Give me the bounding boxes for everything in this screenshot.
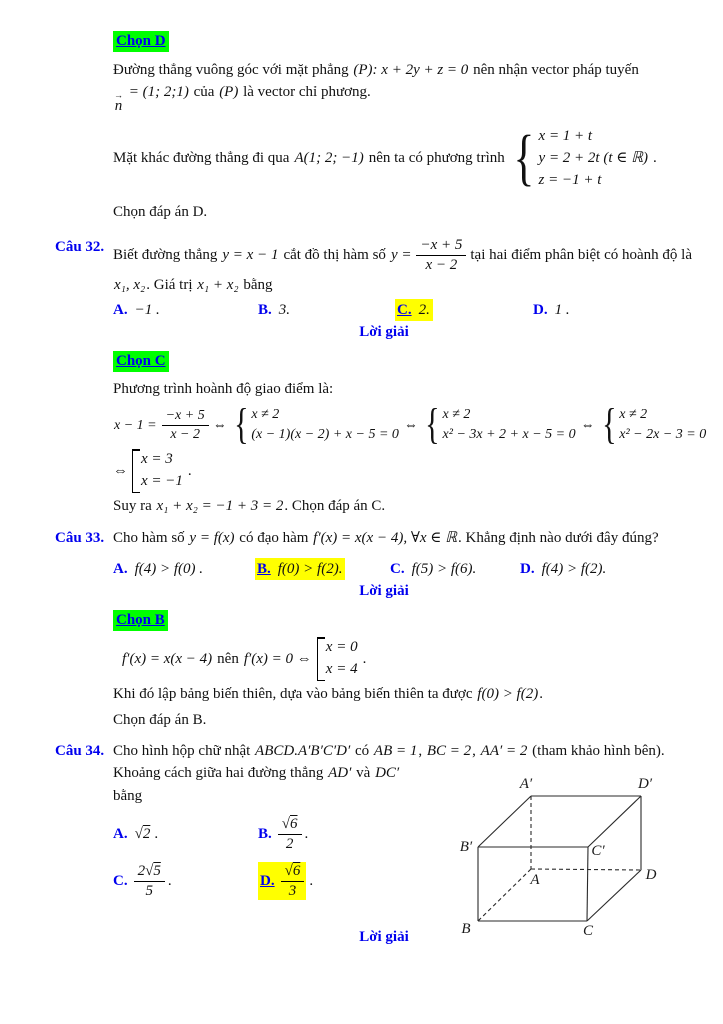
option-b: B. 3. bbox=[258, 301, 291, 318]
equation-system: { x = 1 + t y = 2 + 2t (t ∈ ℝ) z = −1 + t bbox=[513, 123, 648, 192]
text: tại hai điểm phân biệt có hoành độ là bbox=[470, 246, 692, 263]
options-row-2 bbox=[113, 862, 443, 901]
text: . Khẳng định nào dưới đây đúng? bbox=[458, 530, 659, 547]
math-inline: f(0) > f(2) bbox=[477, 685, 539, 702]
equation-system: { x ≠ 2 x² − 2x − 3 = 0 bbox=[601, 400, 707, 448]
math-inline: (P) bbox=[219, 84, 239, 100]
fraction: $\frac{√6}{3}$ bbox=[281, 862, 305, 901]
vertex-label: A′ bbox=[519, 775, 533, 792]
question-line-1 bbox=[113, 740, 715, 763]
loi-giai-heading: Lời giải bbox=[359, 324, 409, 341]
conclusion: Chọn đáp án B. bbox=[113, 712, 207, 729]
equation-system: { x ≠ 2 x² − 3x + 2 + x − 5 = 0 bbox=[424, 400, 576, 448]
fraction: $\frac{-x + 5}{x - 2}$ bbox=[416, 236, 466, 275]
paragraph bbox=[113, 683, 715, 706]
bracket-system: x = 0 x = 4 bbox=[317, 637, 359, 681]
fraction: $\frac{√6}{2}$ bbox=[278, 815, 302, 854]
text: . bbox=[309, 872, 314, 889]
equation-solution bbox=[113, 449, 715, 493]
chon-line bbox=[113, 350, 715, 373]
iff-arrow: ⇔ bbox=[403, 417, 418, 433]
vertex-label: D′ bbox=[637, 775, 653, 792]
text: . Giá trị bbox=[146, 277, 193, 294]
text: . bbox=[362, 650, 367, 667]
fraction: $\frac{2√5}{5}$ bbox=[134, 862, 165, 901]
vertex-label: A bbox=[530, 871, 540, 888]
question-number: Câu 33. bbox=[55, 530, 105, 547]
math-inline: AA′ = 2 bbox=[480, 742, 528, 759]
math-inline: x₁ + x₂ = −1 + 3 = 2 bbox=[156, 497, 284, 514]
iff-arrow: ⇔ bbox=[113, 462, 128, 479]
text: là vector chỉ phương. bbox=[243, 84, 371, 100]
math-inline: f′(x) = x(x − 4), ∀x ∈ ℝ bbox=[313, 530, 458, 547]
text: Khoảng cách giữa hai đường thẳng bbox=[113, 765, 324, 782]
math-inline: ABCD.A′B′C′D′ bbox=[255, 742, 351, 759]
chon-line bbox=[113, 609, 715, 632]
text: , bbox=[472, 742, 476, 759]
paragraph-system bbox=[113, 123, 707, 192]
text: Biết đường thẳng bbox=[113, 246, 218, 263]
loi-giai-heading: Lời giải bbox=[359, 929, 409, 946]
iff-arrow: ⇔ bbox=[212, 417, 227, 433]
text: Khi đó lập bảng biến thiên, dựa vào bảng biến thiên ta được bbox=[113, 685, 473, 702]
math-inline: DC′ bbox=[375, 765, 400, 782]
text: và bbox=[356, 765, 371, 782]
box-hidden-edge bbox=[478, 869, 531, 921]
math-inline: = (1; 2;1) bbox=[128, 84, 189, 100]
conclusion bbox=[113, 495, 715, 518]
text: . bbox=[539, 685, 543, 702]
question-line-1 bbox=[113, 236, 715, 275]
option-d: D. f(4) > f(2). bbox=[520, 560, 607, 577]
vector-n: → n bbox=[114, 90, 123, 114]
option-c: C. $\frac{2√5}{5}$ . bbox=[113, 862, 172, 899]
text: cắt đồ thị hàm số bbox=[283, 246, 386, 263]
options-row bbox=[113, 299, 715, 322]
equation-system: { x ≠ 2 (x − 1)(x − 2) + x − 5 = 0 bbox=[233, 400, 399, 448]
option-d-correct: D. $\frac{√6}{3}$ . bbox=[260, 862, 314, 899]
math-inline: y = x − 1 bbox=[222, 246, 279, 263]
option-a: A. −1 . bbox=[113, 301, 160, 318]
text: nên nhận vector pháp tuyến bbox=[473, 61, 639, 78]
math-inline: A(1; 2; −1) bbox=[294, 150, 364, 167]
question-number: Câu 32. bbox=[55, 238, 105, 255]
text: có bbox=[355, 742, 370, 759]
answer-choice-highlight: Chọn C bbox=[113, 351, 169, 372]
equation-line: f′(x) = x(x − 4) nên f′(x) = 0 ⇔ x = 0 x = 4 . bbox=[113, 637, 715, 681]
math-inline: BC = 2 bbox=[426, 742, 472, 759]
solution-31 bbox=[113, 30, 707, 224]
box-figure bbox=[448, 774, 713, 959]
text: Suy ra bbox=[113, 497, 152, 514]
option-b-correct: B. f(0) > f(2). bbox=[255, 558, 390, 581]
answer-choice-highlight: Chọn B bbox=[113, 610, 168, 631]
math-inline: (P): x + 2y + z = 0 bbox=[353, 61, 469, 78]
text: Phương trình hoành độ giao điểm là: bbox=[113, 381, 334, 398]
question-line-1 bbox=[113, 527, 715, 550]
text: . bbox=[187, 462, 192, 479]
fraction: $\frac{-x + 5}{x - 2}$ bbox=[162, 407, 209, 443]
question-32 bbox=[0, 236, 723, 518]
iff-arrow: ⇔ bbox=[580, 417, 595, 433]
chon-line bbox=[113, 30, 707, 53]
text: nên bbox=[217, 650, 239, 667]
left-brace: { bbox=[424, 400, 440, 448]
vertex-label: C bbox=[582, 922, 594, 939]
text: . bbox=[154, 826, 159, 843]
box-edge bbox=[478, 796, 531, 847]
options-row-1 bbox=[113, 815, 443, 854]
vertex-label: B bbox=[461, 920, 471, 937]
box-edge bbox=[587, 870, 641, 921]
vertex-label: D bbox=[645, 866, 657, 883]
text: nên ta có phương trình bbox=[368, 150, 505, 167]
box-hidden-edge bbox=[531, 869, 641, 870]
question-line-3: bằng bbox=[113, 787, 143, 804]
text: , bbox=[418, 742, 423, 759]
box-edge bbox=[588, 796, 641, 847]
paragraph bbox=[113, 59, 707, 115]
options-grid bbox=[113, 815, 443, 900]
left-brace: { bbox=[513, 123, 535, 192]
option-c: C. f(5) > f(6). bbox=[390, 560, 477, 577]
option-d: D. 1 . bbox=[533, 301, 570, 318]
vertex-label: C′ bbox=[591, 842, 605, 859]
conclusion: Chọn đáp án D. bbox=[113, 204, 208, 221]
text: Mặt khác đường thẳng đi qua bbox=[113, 150, 290, 167]
vector-arrow-icon: → bbox=[114, 90, 123, 100]
question-33 bbox=[0, 527, 723, 732]
text: . bbox=[304, 826, 309, 843]
option-a: A. √2 . bbox=[113, 823, 258, 846]
math-inline: x₁, x₂ bbox=[114, 277, 146, 294]
text: Đường thẳng vuông góc với mặt phẳng bbox=[113, 61, 349, 78]
option-b: B. $\frac{√6}{2}$ . bbox=[258, 816, 309, 853]
answer-choice-highlight: Chọn D bbox=[113, 31, 169, 52]
box-edge bbox=[587, 847, 588, 921]
option-c-correct: C. 2. bbox=[395, 299, 533, 322]
text: (tham khảo hình bên). bbox=[532, 742, 665, 759]
math-inline: y = bbox=[390, 246, 412, 263]
question-number: Câu 34. bbox=[55, 742, 105, 759]
options-row bbox=[113, 558, 715, 581]
left-brace: { bbox=[233, 400, 249, 448]
text: bằng bbox=[243, 277, 273, 294]
text: có đạo hàm bbox=[239, 530, 309, 547]
left-brace: { bbox=[601, 400, 617, 448]
vertex-label: B′ bbox=[459, 838, 473, 855]
text: . bbox=[167, 872, 172, 889]
question-line-2 bbox=[113, 274, 715, 297]
question-34 bbox=[0, 740, 723, 949]
text: . bbox=[653, 150, 657, 167]
option-a: A. f(4) > f(0) . bbox=[113, 560, 204, 577]
math-inline: y = f(x) bbox=[189, 530, 235, 547]
equation-chain: x − 1 = $\frac{-x + 5}{x - 2}$ ⇔ { x ≠ 2 (x − 1)(x − 2) + x − 5 = 0 ⇔ { x ≠ 2 x² − 3x + 2 + x − 5 = 0 ⇔ { x ≠ 2 x² − 2x − 3 = 0 bbox=[114, 400, 707, 448]
bracket-system: x = 3 x = −1 bbox=[132, 449, 184, 493]
text: Cho hình hộp chữ nhật bbox=[113, 742, 251, 759]
text: . Chọn đáp án C. bbox=[284, 497, 386, 514]
text: Cho hàm số bbox=[113, 530, 185, 547]
math-inline: AB = 1 bbox=[373, 742, 418, 759]
math-inline: x₁ + x₂ bbox=[197, 277, 239, 294]
math-inline: AD′ bbox=[328, 765, 352, 782]
loi-giai-heading: Lời giải bbox=[359, 583, 409, 600]
text: của bbox=[193, 84, 215, 100]
